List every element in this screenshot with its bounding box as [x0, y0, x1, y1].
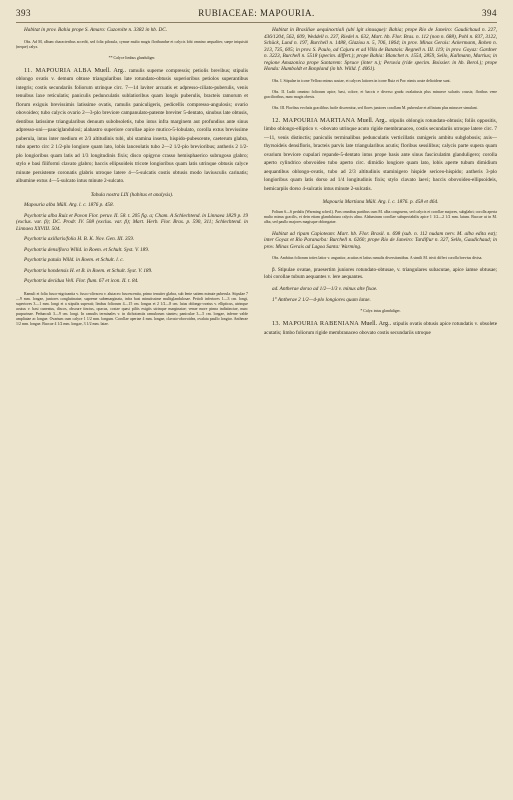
- text-paragraph: Habitat in prov. Bahia prope S. Amaro: Cuzorolte n. 3382 in hb. DC.: [24, 27, 167, 33]
- text-paragraph: Psychotria alba Ruiz et Pavon Flor. peruv. II. 58. t. 205 fig. a; Cham. A Schlechtend. in Linnaea 1829 p. 19 (exclus. var. β); DC. Prodr. IV. 508 (exclus. var. β); Mart. Herb. Flor. Bras. p. 590, 311; Schlechtend. in Linnaea XXVIII. 504.: [16, 212, 248, 232]
- text-paragraph: Folium 6—6 pedalis (Warming sched.). Pars omnibus partibus cum M. alba congruens, sed calycis et corollae majores, subglabri; corolla aperta multo minus gracilis, et dein etiam glandulatura calycis alina. Alabastrum corollae subspectabilis apice 1 1/2—2 1/2 mm. latum. Baccae ut in M. alba, sed paullo majores magisque oblongatae.: [264, 209, 497, 224]
- species-entry: [264, 117, 497, 194]
- species-entry: [264, 320, 497, 337]
- left-column: [16, 27, 248, 331]
- text-paragraph: Habitat in Brasiliae aequinoctiali (ubi lgit sinusque): Bahia; prope Rio de Janeiro: Gaudichaud n. 227, 436/1204, 562, 609, Weddell n. 237, Riedel n. 632, Mart. hb. Flor. Bras. n. 112 (non n. 688), Pohl n. 837, 3122, Schück, Lund n. 197, Burchell n. 1488, Glaziou n. 5, 706, 1864; in prov. Minas Gerais: Ackermann, Rohen n. 313, 735, 605; in prov. S. Paulo, ad Cajuru et ad Villa de Batatais: Regnell n. III. 119; in prov. Goyaz: Gardner n. 3223, Burchell n. 5518 (specim. differt.); prope Bahia: Blanchet n. 1554, 2859, Sello, Kallmann, Martius; in regione Amazonica prope Santarem: Spruce (ínter n.); Peruvia (ride specim. Boissier. in hb. Berol.); prope Honda: Humboldt et Bonpland (in hb. Willd. f. 4061).: [264, 27, 497, 72]
- text-paragraph: 1° Antherae 2 1/2—4-plo longiores quam latae.: [272, 296, 371, 303]
- species-author: Muell. Arg..: [360, 320, 394, 327]
- species-entry: [16, 67, 248, 186]
- text-paragraph: Obs. II. Ludit omnino foliorum apice, basi, colore, et baccis e diverso gradu ovalatiusis plus minusve sulcatis crassis; floribus vene gracilioribus, nunc magis obesis.: [264, 89, 497, 99]
- species-author: Muell. Arg..: [94, 66, 129, 74]
- page-number-left: 393: [16, 8, 31, 18]
- text-paragraph: Ramuli et folia fusco-nigricantia v. fusco-olivacea v. alutaceo fuscescentia, primo tenuiter glabra, sub lente sattem minute puberula. Stipulae 7—9 mm. longae, juniores conglutinatae, supreme subemarginata, infra basi minutissime multiglandulosae. Petioli inferiores 1—3 cm. longi, superiores 3—1 mm. longi et a stipulis superati; limbus foliorum 4—15 cm. longus et 2 1/2—8 cm. latus oblongo-ovatus v. ellipticus, utrinque acutus v. basi cuneatus, discos, obscure tinctus, opacus, costae quasi piliis exigiis utrinque marginatae; venae more pinna indistinctae, nunc purpurinae. Pedunculi 3—9 cm. longi. In ramulis terminales v. in dichotomiis ramulorum stantes; paniculae 3—5 cm. longae, inferne valde ampliatae ac longae. Ovarium cum calyce 1 1/2 mm. longum. Corollae apertae 4 mm. longae, clavato-obovoidea, ovalata paullo longior. Antherae 1/2 mm. longae. Baccae 4 1/2 mm. longae, 3 1/2 mm. latae.: [16, 291, 248, 326]
- species-description: stipulis oblongis rotundato-obtusis; foliis oppositis, limbo oblongo-elliptico v. -obovato utrinque acuto rigide membranaceo, costis secundariis utroque latere circ. 7—11, venis distinctis; paniculis terminalibus pedunculatis verticillatis ramigeris ambitu subglobosis; axis—thyrsoideis densifloris, bracteis parvis late triangularibus acutis; floribus sessilibus; calycis parte supera quam ovarium breviore cupulari repande-5-dentato intus prope basis ante sinus fasciculatim glanduligero; corolla aperto cylindrico obovoideo tubo aperto circ. dimidio longiore quam lato, lobis aperte tubum dimidium aequantibus oblongo-ovatis, tubo ad 2/3 altitudinis staminigero hispide sericeo-hispido; antheris 3-plo longioribus quam latis dorso ad 1/4 longitudinis fixis; stylo clavato laevi; baccis obovoideo-ellipsoideis, hemicarpiis dorso 4-sulcatis intus minute 2-sulcatis.: [264, 117, 498, 192]
- text-paragraph: β. Stipulae ovatae, praesertim juniores rotundato-obtusae, v. triangulares subacutae, apice iamse obtusae; lobi corollae tubum aequantes v. lere aequantes.: [264, 267, 497, 280]
- running-title: RUBIACEAE: MAPOURIA.: [198, 8, 315, 18]
- header-rule: [16, 22, 497, 23]
- text-paragraph: Mapouria alba Müll. Arg. l. c. 1876 p. 458.: [24, 202, 114, 208]
- right-column: [264, 27, 497, 339]
- text-paragraph: Obs. Ambitus foliorum toties latior v. angustior, acutius et latius ramulis diversitantibus. A simili M. trivii differt corolla brevius divisa.: [272, 256, 483, 260]
- species-heading: 12. MAPOURIA MARTIANA: [272, 116, 358, 124]
- text-paragraph: ** Calyce limbus glanduliger.: [108, 55, 156, 60]
- species-description: ramulis superne compressis; petiolis brevibus; stipulis oblongo ovatis v. demum obtuse triangularibus late rotundato-obtusis superioribus petiolos superantibus integris; costis secundariis foliorum utrinque circ. 7—14 laviter arcuatis et adpresso-ciliato-puberulis, venis tenuibus laxe reticulatis; paniculis pedunculatis sublatioribus quam longis puberulis, bracteis ramorum et florum exiguis brevissimis latissime ovatis, ramulis paniculigeris, pedicellis compresso-angulosis; ovario obovoideo; tubo calycis ovario 2—3-plo breviore campanulato-patente breviter 5-dentato, sinubus late obtusis, dentibus latissime triangularibus denuum subobsoletis, tubo intus infra marginem aut profundius ante sinus adpresso-uni—pauciglandulosi; alabastro superiore corollae apice mutico-5-lobulato, corolla extus brevissime puberula, intus inter medium et 2/3 altitudinis tubi, ubi stamina inserta, hispido-pubescente, caeterum glabra, tubo aperto circ 2 1/2-plo longiore quam lato, lobis lanceolatis tubo 2—2 1/2-plo brevioribus; antheris 2 1/2-plo longioribus quam latis ad 1/3 longitudinis fixis; disco opigyno crasso hemisphaerico subrugoso glabro; stylo e basi filiformi clavato glabro; baccis ellipsoideis tricote longioribus quam latis utrinque obtusis calyce minute persistente coronatis glabris utroque latere 4—5-sulcatis costis obtusis modo laviusculis carinatis; albumine extus 4—5-sulcato intus minute 2-sulcato.: [16, 67, 248, 184]
- text-paragraph: Obs. Ad M, album characteribus accedit, sed folia pilosula, cymae multo magis floribundae et calycis lobi omnino aequaliter, saepe iniquisiti (neque) calyx.: [16, 39, 248, 49]
- text-paragraph: Psychotria axillaris/folia H. B. K. Nov. Gen. III. 359.: [24, 236, 135, 242]
- text-paragraph: Psychotria densiflora Willd. in Roem. et Schult. Syst. V. 189.: [24, 246, 150, 253]
- page-number-right: 394: [482, 8, 497, 18]
- text-paragraph: Habitat ad ripam Capioteam: Mart. hb. Flor. Brasil. n. 698 (sub. n. 112 nudam nerv. M. alba edita est); inter Goyaz et Rio Parana/ba: Burchell n. 6260; prope Rio de Janeiro: Tardif/ur n. 327, Sello, Gaudichaud; in prov. Minas Gerais ad Lagoa Santa: Warming.: [264, 230, 497, 250]
- text-paragraph: * Calyx intus glanduliger.: [360, 309, 401, 313]
- text-paragraph: Obs. III. Floribus evolutis gracilibus facile discernitur, sed flores juniores corollam M. puberulae et affinium plus minusve simulant.: [272, 105, 478, 110]
- text-paragraph: Psychotria hondensis H. et B. in Roem. et Schult. Syst. V. 189.: [24, 267, 153, 274]
- text-paragraph: Mapouria Martiana Müll. Arg. l. c. 1876. p. 458 et 464.: [322, 199, 439, 205]
- species-description: stipulis ovatis obtusis apice rotundatis v. obsolete acutatis; limbo foliorum rigide membranaceo obovato costis secundariis utroque: [264, 321, 498, 336]
- species-heading: 11. MAPOURIA ALBA: [24, 66, 95, 74]
- text-paragraph: Psychotria decidua Vell. Flor. flum. 67 et icon. II. t. 84.: [24, 278, 139, 284]
- species-author: Muell. Arg..: [357, 116, 390, 124]
- text-paragraph: Obs. I. Stipulae in icone Vellozo minus acutae, et calyces latiores in icone Ruiz et Pav. nimis acute deltoideae sunt.: [272, 78, 451, 83]
- text-paragraph: Tabula nostra LIX (habitus et analysis).: [90, 191, 174, 198]
- running-header: [16, 8, 497, 22]
- text-paragraph: Psychotria patula Willd. in Roem. et Schult. l. c.: [24, 257, 124, 263]
- text-paragraph: ad. Antherae dorso ad 1/2—1/3 v. minus alte fixae.: [272, 286, 378, 292]
- species-heading: 13. MAPOURIA RABENIANA: [272, 320, 361, 327]
